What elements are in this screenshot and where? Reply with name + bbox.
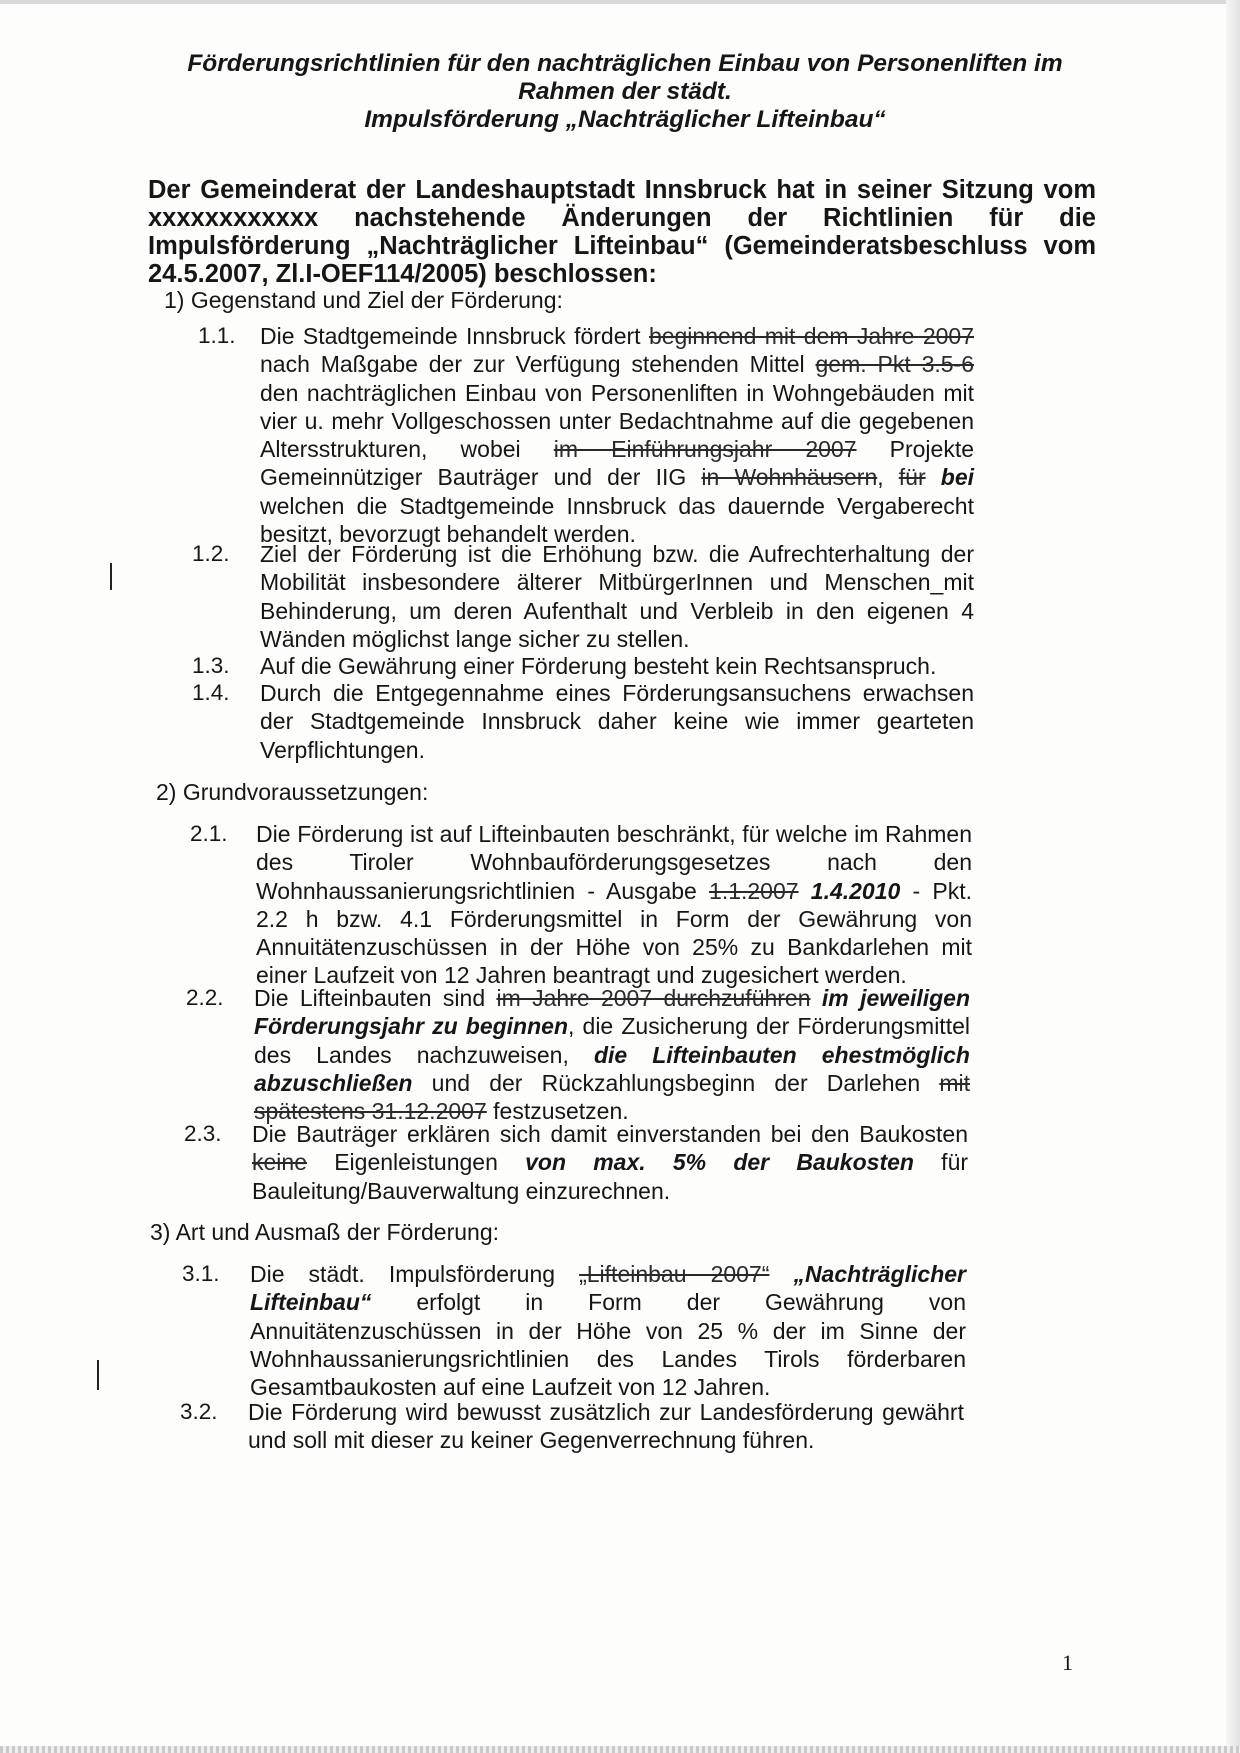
scan-edge-right	[1226, 0, 1240, 1753]
text-segment: Auf die Gewährung einer Förderung besteht kein Rechtsanspruch.	[260, 653, 937, 679]
text-segment: Projekte Gemeinnütziger Bauträger und der IIG	[260, 436, 974, 491]
inserted-text: die Lifteinbauten ehestmöglich abzuschließen	[254, 1041, 970, 1096]
section-heading-2: 2) Grundvoraussetzungen:	[156, 779, 429, 805]
text-segment: für Bauleitung/Bauverwaltung einzurechnen.	[252, 1149, 969, 1204]
item-text	[252, 1120, 968, 1205]
inserted-text: 1.4.2010	[810, 877, 901, 904]
item-text	[260, 540, 974, 653]
deleted-text: im Jahre 2007 durchzuführen	[496, 985, 811, 1011]
text-segment: Ziel der Förderung ist die Erhöhung bzw. die Aufrechterhaltung der Mobilität insbesondere älterer MitbürgerInnen und Menschen_mit Behinderung, um deren Aufenthalt und Verbleib in den eigenen 4 Wänden möglichst lange sicher zu stellen.	[260, 541, 974, 652]
inserted-text: im jeweiligen Förderungsjahr zu beginnen	[254, 985, 971, 1040]
text-segment: welchen die Stadtgemeinde Innsbruck das dauernde Vergaberecht besitzt, bevorzugt behandelt werden.	[260, 492, 974, 548]
intro-paragraph: Der Gemeinderat der Landeshauptstadt Innsbruck hat in seiner Sitzung vom xxxxxxxxxxxx nachstehende Änderungen der Richtlinien für die Impulsförderung „Nachträglicher Lifteinbau“ (Gemeinderatsbeschluss vom 24.5.2007, Zl.I-OEF114/2005) beschlossen:	[148, 176, 1096, 288]
text-segment: nach Maßgabe der zur Verfügung stehenden Mittel	[260, 351, 816, 378]
text-segment: und der Rückzahlungsbeginn der Darlehen	[412, 1069, 940, 1096]
scan-edge-top	[0, 0, 1240, 4]
item-number: 1.1.	[198, 323, 236, 348]
text-segment: , die Zusicherung der Förderungsmittel des Landes nachzuweisen,	[254, 1013, 970, 1068]
item-number: 1.2.	[192, 541, 230, 566]
margin-change-bar	[110, 563, 112, 590]
text-segment: Die Förderung ist auf Lifteinbauten beschränkt, für welche im Rahmen des Tiroler Wohnbauförderungsgesetzes nach den Wohnhaussanierungsrichtlinien - Ausgabe	[256, 821, 972, 904]
item-text	[260, 322, 974, 548]
deleted-text: im Einführungsjahr 2007	[553, 436, 857, 463]
item-text	[250, 1260, 966, 1401]
item-text	[256, 820, 972, 990]
item-number: 1.4.	[192, 680, 230, 705]
deleted-text: in Wohnhäusern	[701, 464, 878, 491]
text-segment: festzusetzen.	[486, 1098, 629, 1125]
scan-edge-bottom	[0, 1746, 1240, 1753]
text-segment: Die Lifteinbauten sind	[254, 985, 497, 1011]
inserted-text: „Nachträglicher Lifteinbau“	[250, 1261, 966, 1316]
margin-change-bar	[97, 1360, 99, 1390]
text-segment	[926, 464, 941, 490]
deleted-text: gem. Pkt 3.5-6	[815, 351, 975, 378]
text-segment	[769, 1261, 793, 1287]
page-number: 1	[1062, 1650, 1073, 1675]
text-segment: - Pkt. 2.2 h bzw. 4.1 Förderungsmittel in Form der Gewährung von Annuitätenzuschüssen in der Höhe von 25% zu Bankdarlehen mit einer Laufzeit von 12 Jahren beantragt und zugesichert werden.	[256, 877, 973, 989]
section-heading-1: 1) Gegenstand und Ziel der Förderung:	[164, 287, 563, 313]
item-number: 2.2.	[186, 985, 224, 1010]
text-segment: erfolgt in Form der Gewährung von Annuitätenzuschüssen in der Höhe von 25 % der im Sinne der Wohnhaussanierungsrichtlinien des Landes Tirols förderbaren Gesamtbaukosten auf eine Laufzeit von 12 Jahren.	[250, 1289, 966, 1401]
deleted-text: keine	[252, 1149, 307, 1176]
section-heading-3: 3) Art und Ausmaß der Förderung:	[150, 1219, 500, 1245]
item-number: 3.2.	[180, 1399, 218, 1424]
text-segment: Die städt. Impulsförderung	[250, 1261, 580, 1287]
text-segment: Durch die Entgegennahme eines Förderungsansuchens erwachsen der Stadtgemeinde Innsbruck daher keine wie immer gearteten Verpflichtungen.	[260, 680, 974, 763]
item-number: 1.3.	[192, 653, 230, 678]
deleted-text: beginnend mit dem Jahre 2007	[648, 323, 974, 349]
text-segment: Eigenleistungen	[306, 1149, 526, 1176]
item-text	[260, 679, 974, 764]
text-segment: den nachträglichen Einbau von Personenliften in Wohngebäuden mit vier u. mehr Vollgeschossen unter Bedachtnahme auf die gegebenen Altersstrukturen, wobei	[260, 379, 974, 463]
text-segment: Die Bauträger erklären sich damit einverstanden bei den Baukosten	[252, 1121, 968, 1147]
item-text	[254, 984, 970, 1125]
item-text	[260, 652, 974, 680]
deleted-text: „Lifteinbau 2007“	[579, 1261, 770, 1287]
item-number: 3.1.	[182, 1261, 220, 1286]
deleted-text: mit spätestens 31.12.2007	[254, 1069, 970, 1125]
inserted-text: bei	[940, 464, 975, 491]
title-line-1: Förderungsrichtlinien für den nachträglichen Einbau von Personenliften im Rahmen der städt.	[187, 50, 1063, 105]
document-title	[150, 50, 1100, 134]
title-line-2: Impulsförderung „Nachträglicher Lifteinbau“	[364, 106, 886, 133]
item-text	[248, 1398, 964, 1455]
text-segment: Die Förderung wird bewusst zusätzlich zur Landesförderung gewährt und soll mit dieser zu keiner Gegenverrechnung führen.	[248, 1399, 964, 1454]
deleted-text: 1.1.2007	[709, 877, 799, 904]
inserted-text: von max. 5% der Baukosten	[525, 1149, 914, 1176]
text-segment: ,	[877, 464, 899, 491]
item-number: 2.1.	[190, 821, 228, 846]
text-segment	[799, 878, 811, 904]
text-segment	[811, 985, 822, 1011]
item-number: 2.3.	[184, 1121, 222, 1146]
text-segment: Die Stadtgemeinde Innsbruck fördert	[260, 323, 649, 349]
deleted-text: für	[898, 464, 926, 491]
